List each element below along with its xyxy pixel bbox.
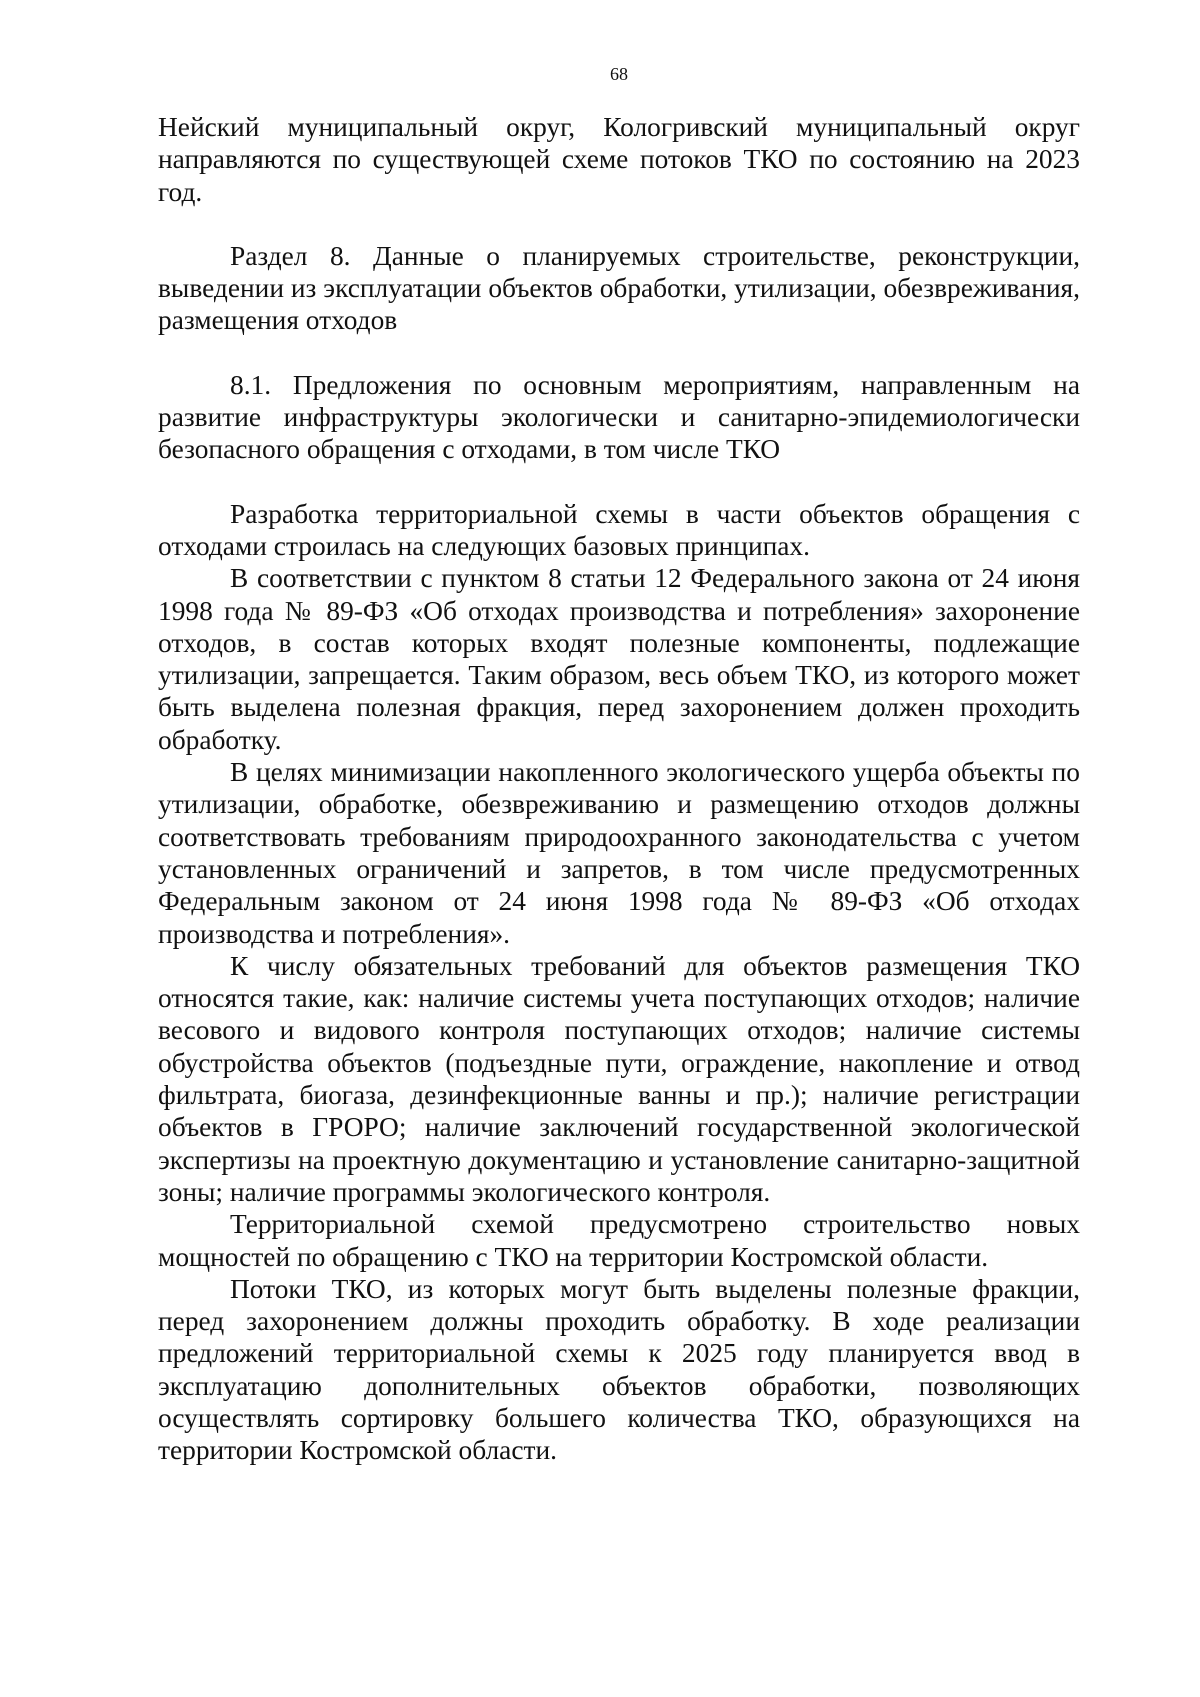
paragraph-waste-flows: Потоки ТКО, из которых могут быть выделены полезные фракции, перед захоронением должны проходить обработку. В ходе реализации предложений территориальной схемы к 2025 году планируется ввод в эксплуатацию дополнительных объектов обработки, позволяющих осуществлять сортировку большего количества ТКО, образующихся на территории Костромской области. [158,1273,1080,1466]
paragraph-requirements: К числу обязательных требований для объектов размещения ТКО относятся такие, как: наличие системы учета поступающих отходов; наличие весового и видового контроля поступающих отходов; наличие системы обустройства объектов (подъездные пути, ограждение, накопление и отвод фильтрата, биогаза, дезинфекционные ванны и пр.); наличие регистрации объектов в ГРОРО; наличие заключений государственной экологической экспертизы на проектную документацию и установление санитарно-защитной зоны; наличие программы экологического контроля. [158,950,1080,1207]
paragraph-environmental-damage: В целях минимизации накопленного экологического ущерба объекты по утилизации, обработке, обезвреживанию и размещению отходов должны соответствовать требованиям природоохранного законодательства с учетом установленных ограничений и запретов, в том числе предусмотренных Федеральным законом от 24 июня 1998 года № 89-ФЗ «Об отходах производства и потребления». [158,757,1080,949]
paragraph-continuation: Нейский муниципальный округ, Кологривский муниципальный округ направляются по существующей схеме потоков ТКО по состоянию на 2023 год. [158,112,1080,207]
subsection-heading: 8.1. Предложения по основным мероприятиям, направленным на развитие инфраструктуры экологически и санитарно-эпидемиологически безопасного обращения с отходами, в том числе ТКО [158,369,1080,465]
paragraph-principles-intro: Разработка территориальной схемы в части объектов обращения с отходами строилась на следующих базовых принципах. [158,498,1080,561]
document-body [158,111,1080,1467]
section-heading: Раздел 8. Данные о планируемых строительстве, реконструкции, выведении из эксплуатации объектов обработки, утилизации, обезвреживания, размещения отходов [158,240,1080,336]
page-number: 68 [610,64,628,84]
document-page [158,64,1080,1467]
paragraph-new-capacity: Территориальной схемой предусмотрено строительство новых мощностей по обращению с ТКО на территории Костромской области. [158,1209,1080,1272]
paragraph-federal-law: В соответствии с пунктом 8 статьи 12 Федерального закона от 24 июня 1998 года № 89-ФЗ «Об отходах производства и потребления» захоронение отходов, в состав которых входят полезные компоненты, подлежащие утилизации, запрещается. Таким образом, весь объем ТКО, из которого может быть выделена полезная фракция, перед захоронением должен проходить обработку. [158,563,1080,755]
